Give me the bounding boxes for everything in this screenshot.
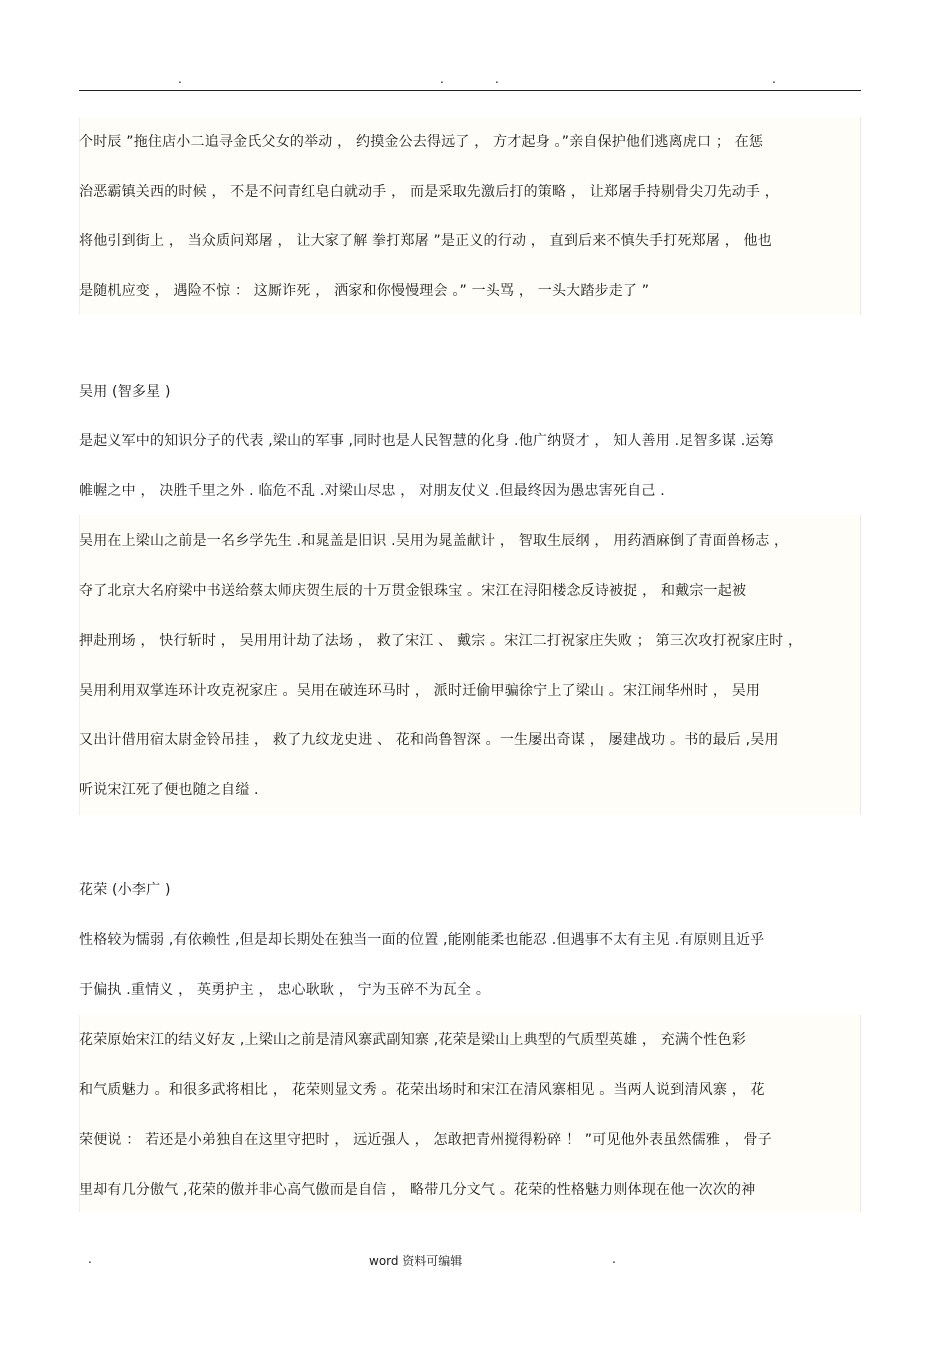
text-line: 帷幄之中 ， 决胜千里之外 . 临危不乱 .对梁山尽忠 ， 对朋友仗义 .但最终因为愚忠害死自己 . [79, 483, 665, 499]
section-title-wu-yong: 吴用 (智多星 ) [79, 384, 171, 400]
text-line: 荣便说 ： 若还是小弟独自在这里守把时 ， 远近强人 ， 怎敢把青州搅得粉碎 ！ ”可见他外表虽然儒雅 ， 骨子 [79, 1132, 772, 1148]
text-line: 吴用利用双掌连环计攻克祝家庄 。吴用在破连环马时 ， 派时迁偷甲骗徐宁上了梁山 。宋江闹华州时 ， 吴用 [79, 683, 761, 699]
paragraph-block-wu-story [79, 515, 861, 815]
footer-dot-right: . [612, 1252, 616, 1266]
header-rule [79, 90, 861, 91]
text-line: 和气质魅力 。和很多武将相比 ， 花荣则显文秀 。花荣出场时和宋江在清风寨相见 。当两人说到清风寨 ， 花 [79, 1082, 765, 1098]
footer-text: word 资料可编辑 [369, 1254, 463, 1268]
text-line: 个时辰 ”拖住店小二追寻金氏父女的举动 ， 约摸金公去得远了 ， 方才起身 。”亲自保护他们逃离虎口 ； 在惩 [79, 134, 764, 150]
footer-dot-left: . [88, 1252, 92, 1266]
text-line: 性格较为懦弱 ,有依赖性 ,但是却长期处在独当一面的位置 ,能刚能柔也能忍 .但遇事不太有主见 .有原则且近乎 [79, 932, 765, 948]
text-line: 于偏执 .重情义 ， 英勇护主 ， 忠心耿耿 ， 宁为玉碎不为瓦全 。 [79, 982, 491, 998]
text-line: 将他引到街上 ， 当众质问郑屠 ， 让大家了解 拳打郑屠 ”是正义的行动 ， 直到后来不慎失手打死郑屠 ， 他也 [79, 233, 772, 249]
header-dot-3: . [495, 72, 499, 86]
text-line: 是起义军中的知识分子的代表 ,梁山的军事 ,同时也是人民智慧的化身 .他广纳贤才 ， 知人善用 .足智多谋 .运筹 [79, 433, 774, 449]
text-line: 夺了北京大名府梁中书送给蔡太师庆贺生辰的十万贯金银珠宝 。宋江在浔阳楼念反诗被捉 ， 和戴宗一起被 [79, 583, 747, 599]
header-dot-1: . [178, 72, 182, 86]
text-line: 吴用在上梁山之前是一名乡学先生 .和晁盖是旧识 .吴用为晁盖献计 ， 智取生辰纲 ， 用药酒麻倒了青面兽杨志 ， [79, 533, 789, 549]
header-dot-4: . [772, 72, 776, 86]
text-line: 听说宋江死了便也随之自缢 . [79, 782, 259, 798]
text-line: 里却有几分傲气 ,花荣的傲并非心高气傲而是自信 ， 略带几分文气 。花荣的性格魅力则体现在他一次次的神 [79, 1182, 756, 1198]
text-line: 又出计借用宿太尉金铃吊挂 ， 救了九纹龙史进 、 花和尚鲁智深 。一生屡出奇谋 ， 屡建战功 。书的最后 ,吴用 [79, 732, 779, 748]
header-dot-2: . [440, 72, 444, 86]
text-line: 是随机应变 ， 遇险不惊 ： 这厮诈死 ， 洒家和你慢慢理会 。” 一头骂 ， 一头大踏步走了 ” [79, 283, 650, 299]
text-line: 押赴刑场 ， 快行斩时 ， 吴用用计劫了法场 ， 救了宋江 、 戴宗 。宋江二打祝家庄失败 ； 第三次攻打祝家庄时 ， [79, 633, 803, 649]
text-line: 治恶霸镇关西的时候 ， 不是不问青红皂白就动手 ， 而是采取先激后打的策略 ， 让郑屠手持剔骨尖刀先动手 ， [79, 184, 779, 200]
section-title-hua-rong: 花荣 (小李广 ) [79, 882, 171, 898]
text-line: 花荣原始宋江的结义好友 ,上梁山之前是清风寨武副知寨 ,花荣是梁山上典型的气质型英雄 ， 充满个性色彩 [79, 1032, 746, 1048]
